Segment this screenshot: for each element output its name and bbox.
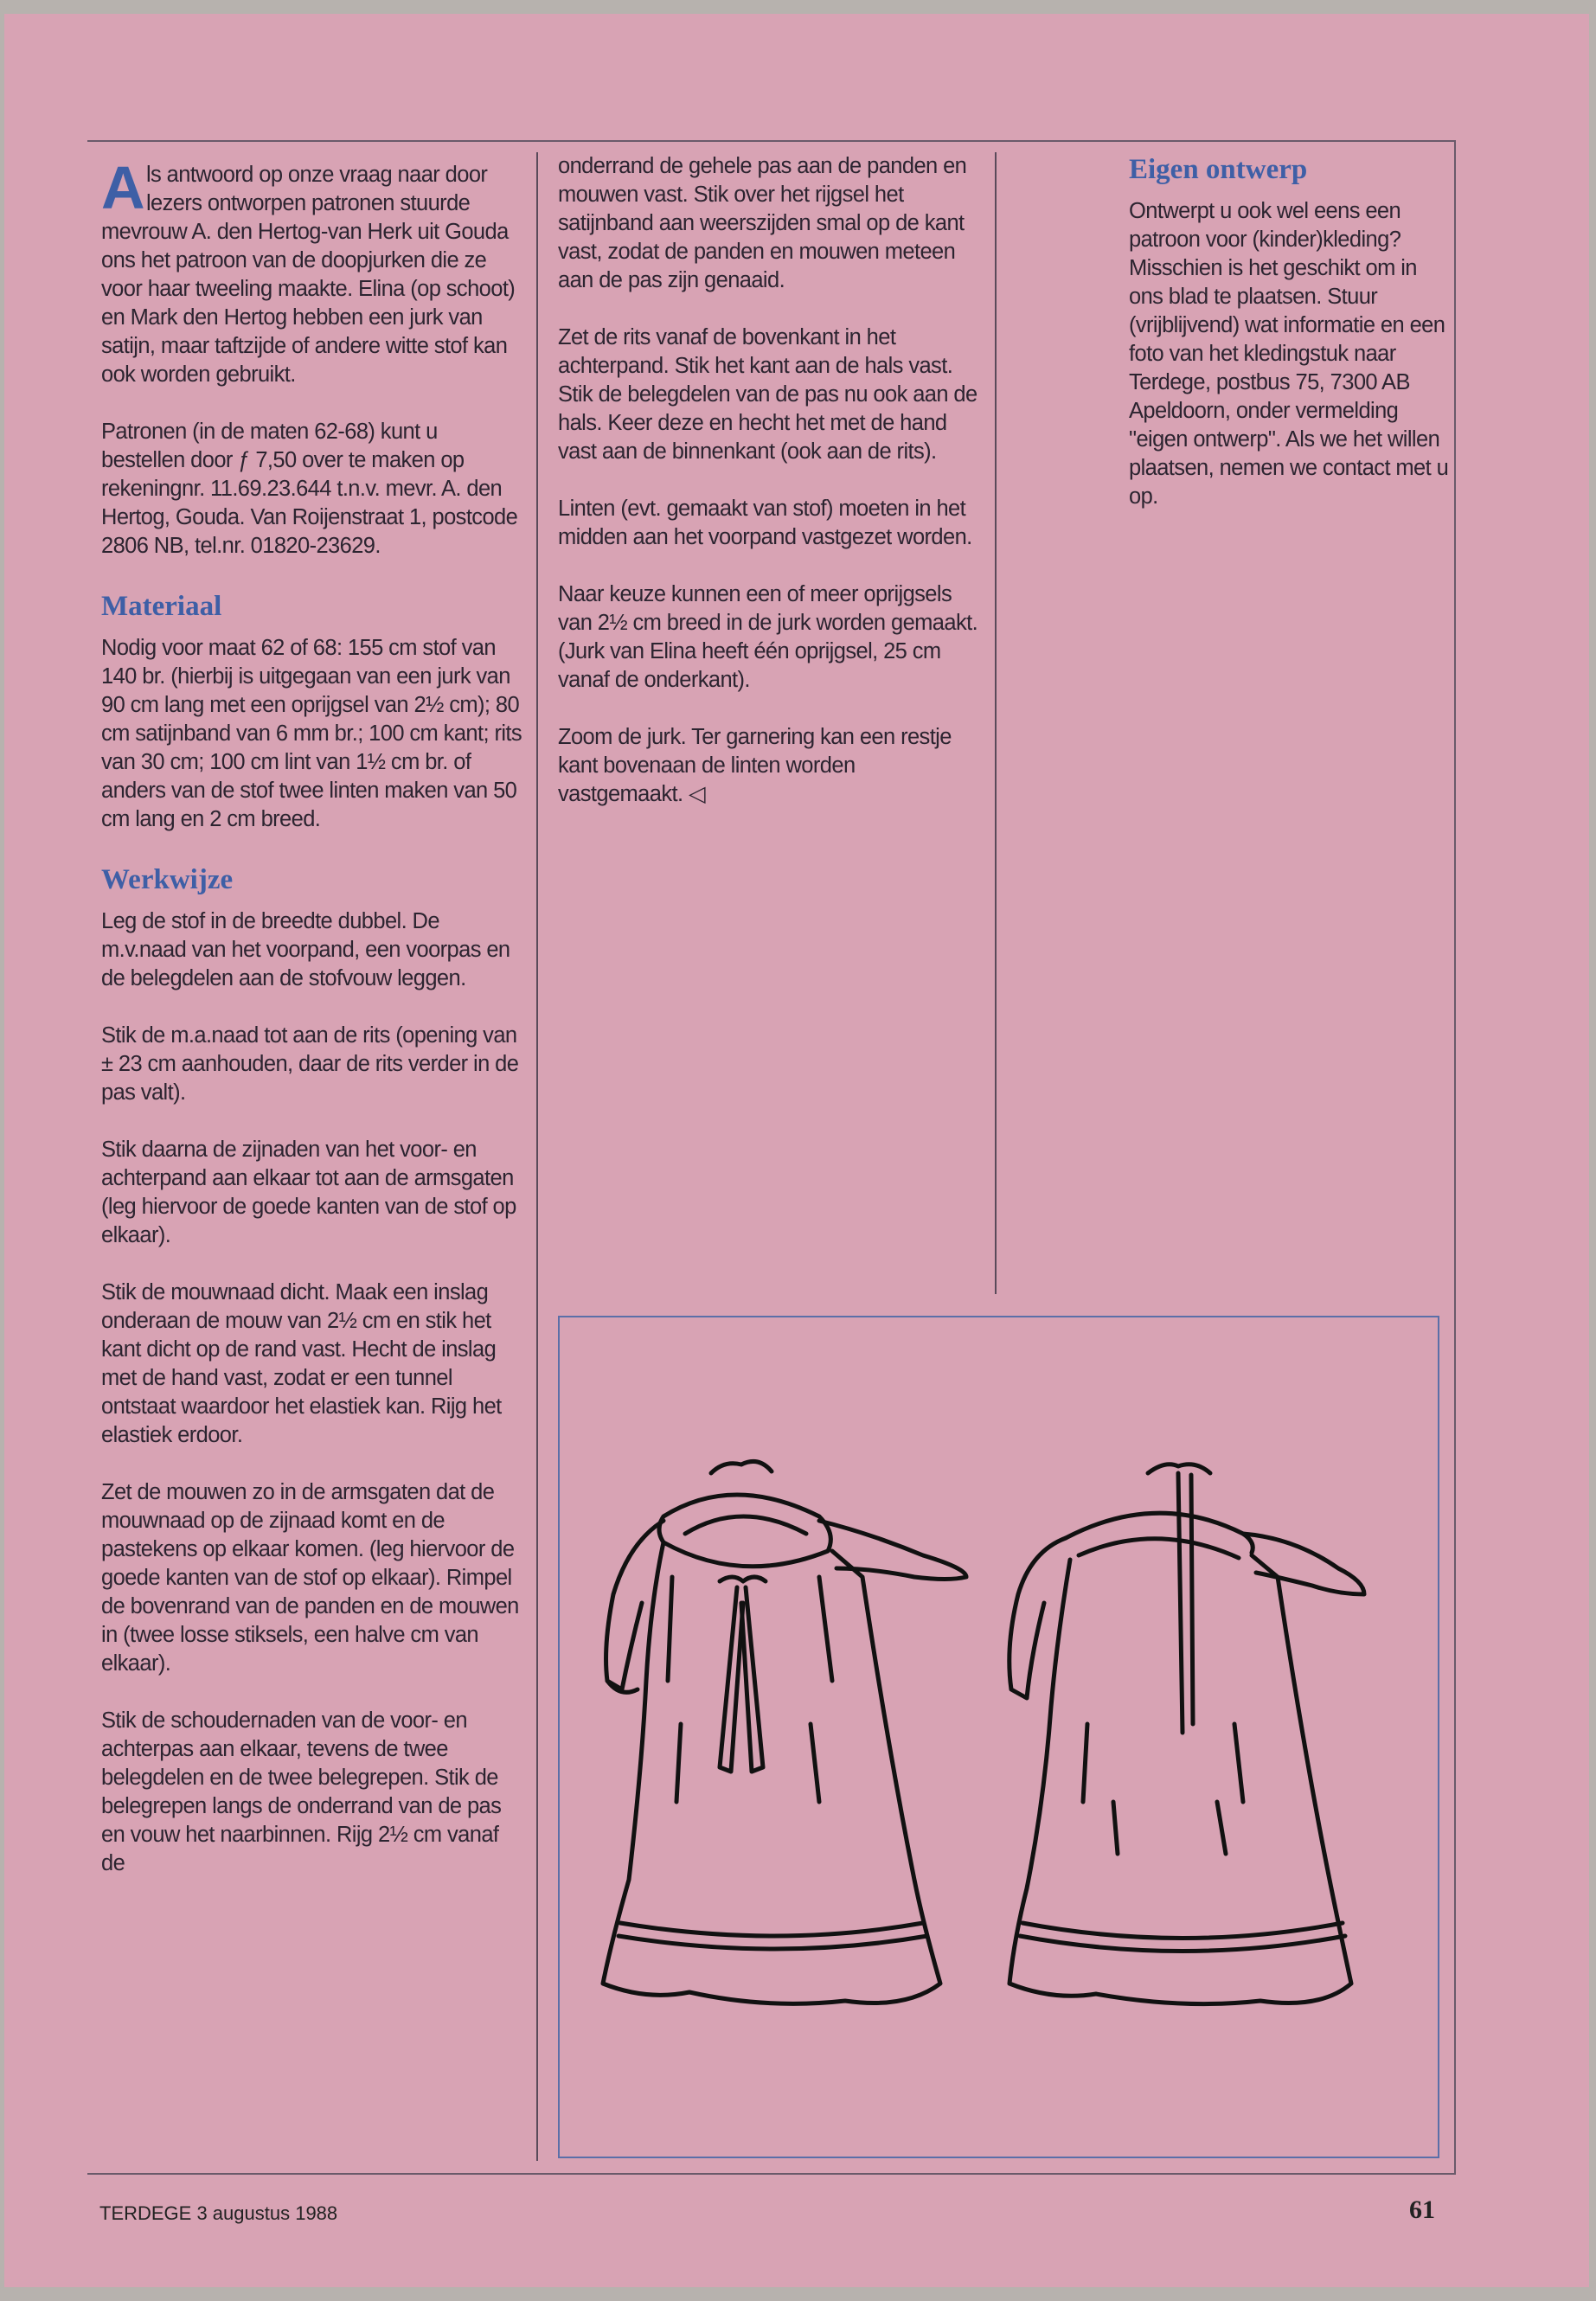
page-number: 61 (1409, 2195, 1435, 2224)
col2-paragraph-3: Linten (evt. gemaakt van stof) moeten in het midden aan het voorpand vastgezet worden. (558, 497, 972, 549)
werkwijze-step-3: Stik daarna de zijnaden van het voor- en achterpand aan elkaar tot aan de armsgaten (leg hiervoor de goede kanten van de stof op elkaar). (101, 1138, 516, 1247)
col2-paragraph-1: onderrand de gehele pas aan de panden en mouwen vast. Stik over het rijgsel het satijnband aan weerszijden smal op de kant vast, zodat de panden en mouwen meteen aan de pas zijn genaaid. (558, 154, 967, 292)
werkwijze-step-1: Leg de stof in de breedte dubbel. De m.v.naad van het voorpand, een voorpas en de belegdelen aan de stofvouw leggen. (101, 909, 510, 990)
materiaal-heading: Materiaal (101, 591, 222, 622)
drop-cap: A (101, 154, 144, 221)
materiaal-paragraph: Nodig voor maat 62 of 68: 155 cm stof van 140 br. (hierbij is uitgegaan van een jurk van 90 cm lang met een oprijgsel van 2½ cm); 80 cm satijnband van 6 mm br.; 100 cm kant; rits van 30 cm; 100 cm lint van 1½ cm br. of anders van de stof twee linten maken van 50 cm lang en 2 cm breed. (101, 636, 522, 831)
front-dress (603, 1461, 966, 2003)
eigen-ontwerp-text: Ontwerpt u ook wel eens een patroon voor (kinder)kleding? Misschien is het geschikt om in ons blad te plaatsen. Stuur (vrijblijvend) wat informatie en een foto van het kledingstuk naar Terdege, postbus 75, 7300 AB Apeldoorn, onder vermelding "eigen ontwerp". Als we het willen plaatsen, nemen we contact met u op. (1129, 199, 1449, 509)
footer-publication: TERDEGE 3 augustus 1988 (99, 2202, 338, 2224)
col2-paragraph-5: Zoom de jurk. Ter garnering kan een restje kant bovenaan de linten worden vastgemaakt. ◁ (558, 725, 952, 806)
werkwijze-step-6: Stik de schoudernaden van de voor- en achterpas aan elkaar, tevens de twee belegdelen en de twee belegrepen. Stik de belegrepen langs de onderrand van de pas en vouw het naarbinnen. Rijg 2½ cm vanaf de (101, 1708, 502, 1875)
back-dress (1010, 1465, 1364, 2004)
frame-top-rule (87, 140, 1456, 142)
magazine-page (4, 14, 1589, 2287)
frame-bottom-rule (87, 2173, 1456, 2175)
col2-paragraph-2: Zet de rits vanaf de bovenkant in het achterpand. Stik het kant aan de hals vast. Stik de belegdelen van de pas nu ook aan de hals. Keer deze en hecht het met de hand vast aan de binnenkant (ook aan de rits). (558, 325, 977, 464)
column-1 (101, 154, 523, 1907)
column-2 (558, 152, 982, 837)
dress-illustration (558, 1316, 1439, 2158)
werkwijze-step-2: Stik de m.a.naad tot aan de rits (opening van ± 23 cm aanhouden, daar de rits verder in de pas valt). (101, 1023, 519, 1105)
ordering-paragraph: Patronen (in de maten 62-68) kunt u bestellen door ƒ 7,50 over te maken op rekeningnr. 11.69.23.644 t.n.v. mevr. A. den Hertog, Gouda. Van Roijenstraat 1, postcode 2806 NB, tel.nr. 01820-23629. (101, 420, 518, 558)
column-3 (1129, 152, 1449, 540)
frame-right-rule (1454, 140, 1456, 2175)
dress-drawing (560, 1317, 1438, 2157)
eigen-ontwerp-heading: Eigen ontwerp (1129, 154, 1308, 185)
column-rule-2 (995, 152, 997, 1294)
werkwijze-heading: Werkwijze (101, 864, 234, 895)
werkwijze-step-4: Stik de mouwnaad dicht. Maak een inslag onderaan de mouw van 2½ cm en stik het kant dicht op de rand vast. Hecht de inslag met de hand vast, zodat er een tunnel ontstaat waardoor het elastiek kan. Rijg het elastiek erdoor. (101, 1280, 502, 1447)
intro-paragraph (101, 154, 523, 389)
werkwijze-step-5: Zet de mouwen zo in de armsgaten dat de mouwnaad op de zijnaad komt en de pastekens op elkaar komen. (leg hiervoor de goede kanten van de stof op elkaar). Rimpel de bovenrand van de panden en de mouwen in (twee losse stiksels, een halve cm van elkaar). (101, 1480, 519, 1676)
col2-paragraph-4: Naar keuze kunnen een of meer oprijgsels van 2½ cm breed in de jurk worden gemaakt. (Jurk van Elina heeft één oprijgsel, 25 cm vanaf de onderkant). (558, 582, 978, 692)
column-rule-1 (536, 152, 538, 2161)
intro-text: ls antwoord op onze vraag naar door lezers ontworpen patronen stuurde mevrouw A. den Hertog-van Herk uit Gouda ons het patroon van de doopjurken die ze voor haar tweeling maakte. Elina (op schoot) en Mark den Hertog hebben een jurk van satijn, maar taftzijde of andere witte stof kan ook worden gebruikt. (101, 163, 516, 387)
